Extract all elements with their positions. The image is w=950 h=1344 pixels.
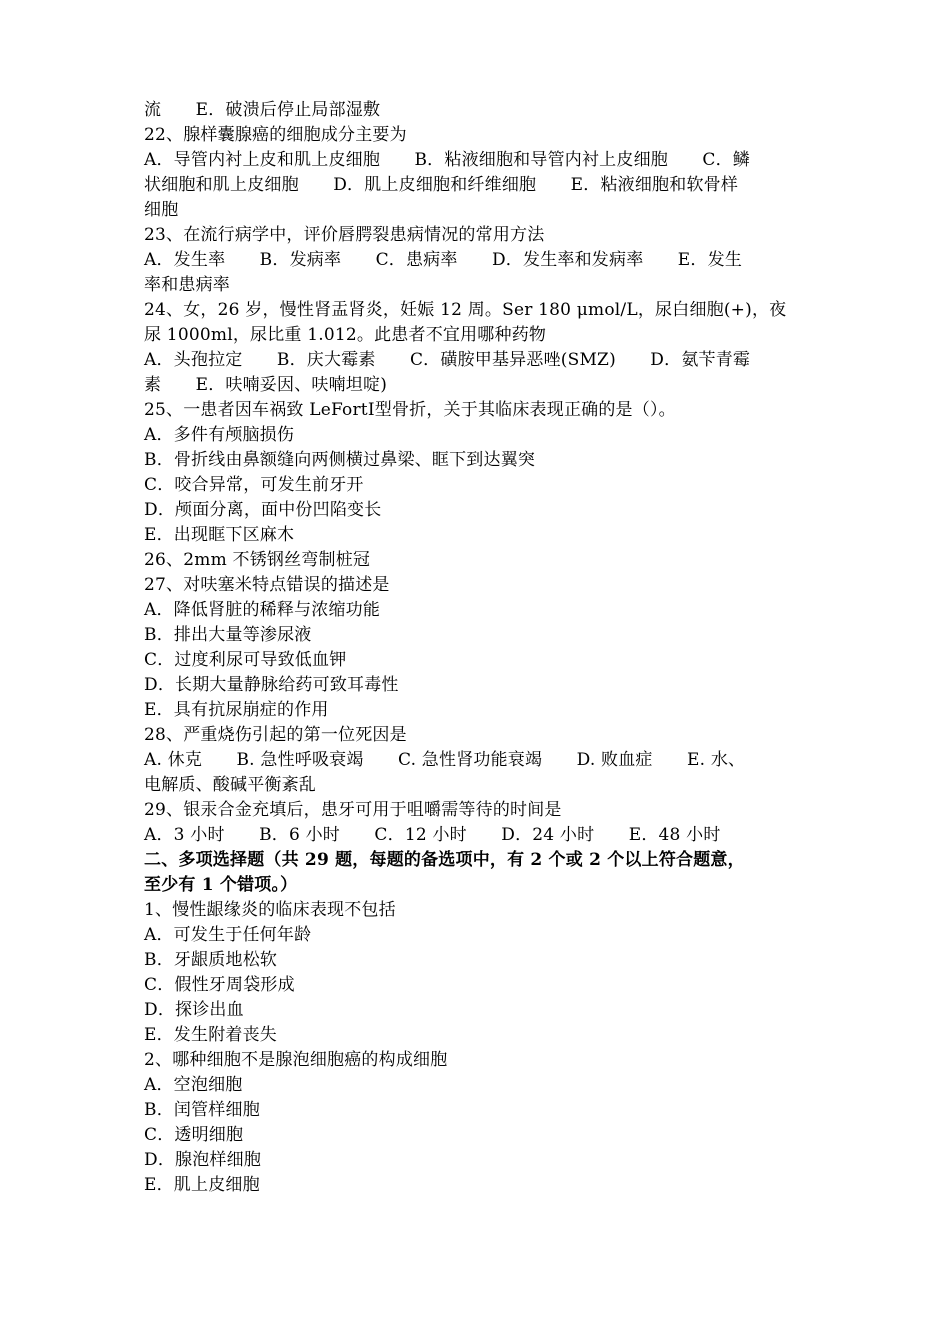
text-line: C．过度利尿可导致低血钾 [144,650,347,670]
text-line: B．骨折线由鼻额缝向两侧横过鼻梁、眶下到达翼突 [144,450,536,470]
text-line: 素 E．呋喃妥因、呋喃坦啶) [144,375,388,395]
text-line: 24、女，26 岁，慢性肾盂肾炎，妊娠 12 周。Ser 180 μmol/L，尿白细胞(+)，夜 [144,300,787,320]
text-line: A. 休克 B. 急性呼吸衰竭 C. 急性肾功能衰竭 D. 败血症 E. 水、 [144,750,746,770]
text-line: D．长期大量静脉给药可致耳毒性 [144,675,399,695]
text-line: C．假性牙周袋形成 [144,975,295,995]
text-line: B．排出大量等渗尿液 [144,625,312,645]
text-line: 27、对呋塞米特点错误的描述是 [144,575,390,595]
text-line: 流 E．破溃后停止局部湿敷 [144,100,381,120]
text-line: E．具有抗尿崩症的作用 [144,700,329,720]
text-line: 细胞 [144,200,179,220]
text-line: A．发生率 B．发病率 C．患病率 D．发生率和发病率 E．发生 [144,250,743,270]
text-line: 26、2mm 不锈钢丝弯制桩冠 [144,550,371,570]
text-line: 电解质、酸碱平衡紊乱 [144,775,316,795]
text-line: A．空泡细胞 [144,1075,243,1095]
section-heading-line: 二、多项选择题（共 29 题，每题的备选项中，有 2 个或 2 个以上符合题意， [144,850,745,870]
text-line: E．出现眶下区麻木 [144,525,295,545]
text-line: 尿 1000ml，尿比重 1.012。此患者不宜用哪种药物 [144,325,547,345]
text-line: 25、一患者因车祸致 LeFortⅠ型骨折，关于其临床表现正确的是（）。 [144,400,676,420]
text-line: A．头孢拉定 B．庆大霉素 C．磺胺甲基异恶唑(SMZ) D．氨苄青霉 [144,350,751,370]
text-line: C．咬合异常，可发生前牙开 [144,475,364,495]
text-line: A．多件有颅脑损伤 [144,425,295,445]
section-heading-line: 至少有 1 个错项。） [144,875,298,895]
text-line: 2、哪种细胞不是腺泡细胞癌的构成细胞 [144,1050,448,1070]
text-line: 状细胞和肌上皮细胞 D．肌上皮细胞和纤维细胞 E．粘液细胞和软骨样 [144,175,739,195]
text-line: B．闰管样细胞 [144,1100,260,1120]
text-line: E．发生附着丧失 [144,1025,278,1045]
text-line: A．降低肾脏的稀释与浓缩功能 [144,600,381,620]
text-line: D．腺泡样细胞 [144,1150,262,1170]
text-line: 23、在流行病学中，评价唇腭裂患病情况的常用方法 [144,225,545,245]
text-line: 1、慢性龈缘炎的临床表现不包括 [144,900,396,920]
text-line: 29、银汞合金充填后，患牙可用于咀嚼需等待的时间是 [144,800,562,820]
text-line: E．肌上皮细胞 [144,1175,260,1195]
text-line: D．颅面分离，面中份凹陷变长 [144,500,382,520]
text-line: A．可发生于任何年龄 [144,925,312,945]
text-line: A．导管内衬上皮和肌上皮细胞 B．粘液细胞和导管内衬上皮细胞 C．鳞 [144,150,750,170]
text-line: A．3 小时 B．6 小时 C．12 小时 D．24 小时 E．48 小时 [144,825,721,845]
text-line: 28、严重烧伤引起的第一位死因是 [144,725,407,745]
text-line: D．探诊出血 [144,1000,244,1020]
text-line: 22、腺样囊腺癌的细胞成分主要为 [144,125,407,145]
text-line: B．牙龈质地松软 [144,950,278,970]
document-body [144,98,808,1198]
text-line: 率和患病率 [144,275,230,295]
text-line: C．透明细胞 [144,1125,244,1145]
